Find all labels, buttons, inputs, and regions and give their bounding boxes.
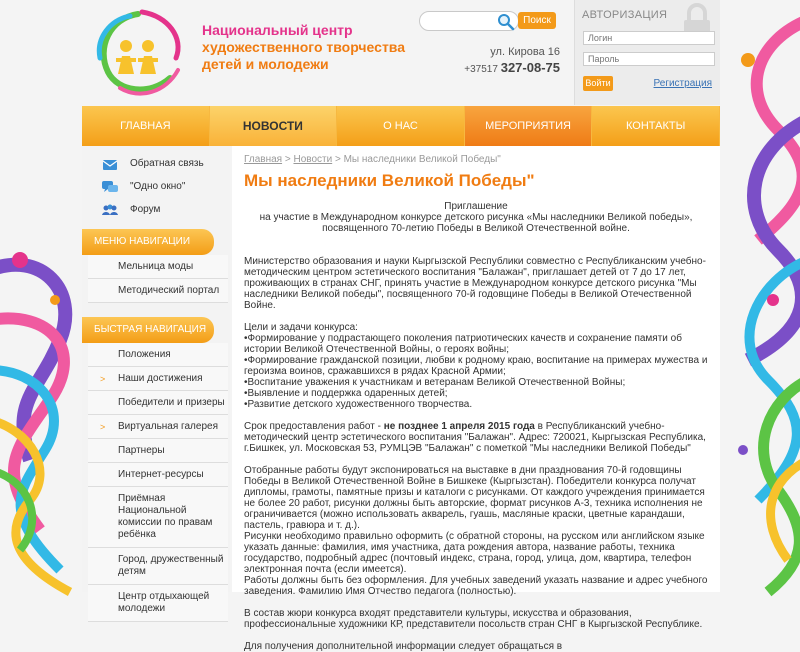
menu-item-child-rights[interactable]: Приёмная Национальной комиссии по правам ребёнка (88, 487, 228, 548)
fast-nav-list (82, 343, 230, 622)
quick-links (82, 146, 230, 221)
login-field[interactable] (583, 31, 715, 45)
deadline-date: не позднее 1 апреля 2015 года (383, 421, 535, 432)
site-title-line-3: детей и молодежи (202, 56, 329, 72)
search-button[interactable]: Поиск (518, 12, 556, 29)
search-input[interactable] (428, 12, 503, 30)
quick-link-feedback[interactable] (82, 152, 230, 175)
breadcrumb-news[interactable]: Новости (293, 154, 333, 165)
menu-nav-header: МЕНЮ НАВИГАЦИИ (82, 229, 214, 255)
auth-title: АВТОРИЗАЦИЯ (582, 9, 668, 21)
logo-icon[interactable] (90, 8, 186, 100)
menu-item-regulations[interactable]: Положения (88, 343, 228, 367)
quick-link-one-window[interactable] (82, 175, 230, 198)
goal-item: •Развитие детского художественного творчества. (244, 399, 473, 410)
goal-item: •Формирование у подрастающего поколения патриотических качеств и сохранение памяти об истории Великой Отечественной Войны, о героях войны; (244, 333, 682, 355)
fast-nav-header: БЫСТРАЯ НАВИГАЦИЯ (82, 317, 214, 343)
feedback-icon (102, 157, 118, 171)
breadcrumb-separator: > (334, 154, 344, 165)
search-box (419, 11, 519, 31)
goal-item: •Формирование гражданской позиции, любви к родному краю, воспитание на примерах мужества и героизма воинов, сражавшихся в рядах Красной Армии; (244, 355, 708, 377)
page-wrapper (82, 0, 720, 652)
goal-item: •Выявление и поддержка одаренных детей; (244, 388, 448, 399)
login-button[interactable]: Войти (583, 76, 613, 91)
phone (452, 60, 560, 75)
chevron-right-icon: > (100, 422, 106, 432)
site-title-line-2: художественного творчества (202, 39, 406, 55)
quick-link-forum[interactable] (82, 198, 230, 221)
menu-item-achievements-wrap (82, 367, 230, 391)
menu-item-virtual-gallery[interactable]: Виртуальная галерея (88, 415, 228, 439)
password-field[interactable] (583, 52, 715, 66)
deadline-post: в Республиканский учебно-методический центр эстетического воспитания "Балажан". Адрес: 720021, Кыргызская Республика, г.Бишкек, ул. Московская 53, РУМЦЭВ "Балажан" с пометкой "Мы наследники Великой Победы" (244, 421, 706, 454)
menu-item-methodical-portal[interactable]: Методический портал (88, 279, 228, 303)
forum-icon (102, 203, 118, 217)
phone-prefix: +37517 (464, 64, 498, 75)
paragraph: Отобранные работы будут экспонироваться на выставке в дни празднования 70-й годовщины Победы в Великой Отечественной Войне в Бишкеке (Кыргызстан). Победители конкурса получат дипломы, грамоты, памятные призы и каталоги с рисунками. От каждого учреждения принимается не более 20 работ, рисунки должны быть авторские, формат рисунков А-3, техника исполнения не ограничивается (можно использовать акварель, гуашь, масляные краски, цветные карандаши, пастель, гравюра и т. д.). (244, 465, 705, 531)
paragraph: Для получения дополнительной информации следует обращаться в (244, 641, 563, 652)
nav-item-contacts[interactable]: КОНТАКТЫ (592, 106, 720, 146)
breadcrumb-separator: > (284, 154, 294, 165)
auth-panel (574, 0, 720, 105)
chat-icon (102, 180, 118, 194)
invite-subheading: на участие в Международном конкурсе детского рисунка «Мы наследники Великой победы», посвященного 70-летию Победы в Великой Отечественной войне. (259, 212, 693, 234)
breadcrumb-current: Мы наследники Великой Победы" (343, 154, 501, 165)
goals-title: Цели и задачи конкурса: (244, 322, 358, 333)
deadline-pre: Срок предоставления работ - (244, 421, 384, 432)
paragraph: Рисунки необходимо правильно оформить (с обратной стороны, на русском или английском языке указать данные: фамилия, имя участника, дата рождения автора, название работы, техника государство, подробный адрес (почтовый индекс, страна, город, улица, дом, квартира, телефон электронная почта (если имеется). (244, 531, 705, 575)
menu-item-partners[interactable]: Партнеры (88, 439, 228, 463)
menu-item-fashion-mill[interactable]: Мельница моды (88, 255, 228, 279)
menu-item-internet-resources[interactable]: Интернет-ресурсы (88, 463, 228, 487)
nav-item-about[interactable]: О НАС (337, 106, 465, 146)
register-link[interactable]: Регистрация (653, 78, 712, 89)
menu-item-child-friendly-city[interactable]: Город, дружественный детям (88, 548, 228, 585)
menu-item-gallery-wrap (82, 415, 230, 439)
site-title-line-1: Национальный центр (202, 22, 353, 38)
main-nav (82, 106, 720, 146)
decorative-swirl-right (718, 0, 800, 592)
menu-nav-list (82, 255, 230, 303)
menu-item-youth-center[interactable]: Центр отдыхающей молодежи (88, 585, 228, 622)
paragraph: В состав жюри конкурса входят представители культуры, искусства и образования, профессиональные художники КР, представители посольств стран СНГ в Кыргызской Республике. (244, 608, 703, 630)
paragraph: Работы должны быть без оформления. Для учебных заведений указать название и адрес учебного заведения. Фамилию Имя Отчество педагога (полностью). (244, 575, 708, 597)
address: ул. Кирова 16 (490, 46, 560, 58)
goal-item: •Воспитание уважения к участникам и ветеранам Великой Отечественной Войны; (244, 377, 626, 388)
chevron-right-icon: > (100, 374, 106, 384)
nav-item-news[interactable]: НОВОСТИ (210, 106, 338, 146)
deadline-paragraph (244, 421, 708, 454)
site-title (202, 22, 417, 73)
paragraph: Министерство образования и науки Кыргызской Республики совместно с Республиканским учебно-методическим центром эстетического воспитания "Балажан", приглашает детей от 7 до 17 лет, проживающих в странах СНГ, принять участие в Международном конкурсе детского рисунка "Мы наследники Великой победы", посвященного 70-й годовщине Победы в Великой Отечественной Войне. (244, 256, 706, 311)
menu-item-achievements[interactable]: Наши достижения (88, 367, 228, 391)
main-content (232, 146, 720, 652)
phone-number: 327-08-75 (500, 60, 560, 75)
nav-item-home[interactable]: ГЛАВНАЯ (82, 106, 210, 146)
site-header (82, 0, 720, 105)
invite-heading: Приглашение (444, 201, 508, 212)
breadcrumb (244, 154, 708, 165)
quick-link-label: Обратная связь (130, 158, 204, 169)
breadcrumb-home[interactable]: Главная (244, 154, 283, 165)
sidebar (82, 146, 230, 614)
menu-item-winners[interactable]: Победители и призеры (88, 391, 228, 415)
quick-link-label: "Одно окно" (130, 181, 186, 192)
page-title: Мы наследники Великой Победы" (244, 171, 535, 190)
nav-item-events[interactable]: МЕРОПРИЯТИЯ (465, 106, 593, 146)
decorative-swirl-left (0, 230, 90, 592)
search-icon[interactable] (497, 13, 514, 30)
quick-link-label: Форум (130, 204, 161, 215)
